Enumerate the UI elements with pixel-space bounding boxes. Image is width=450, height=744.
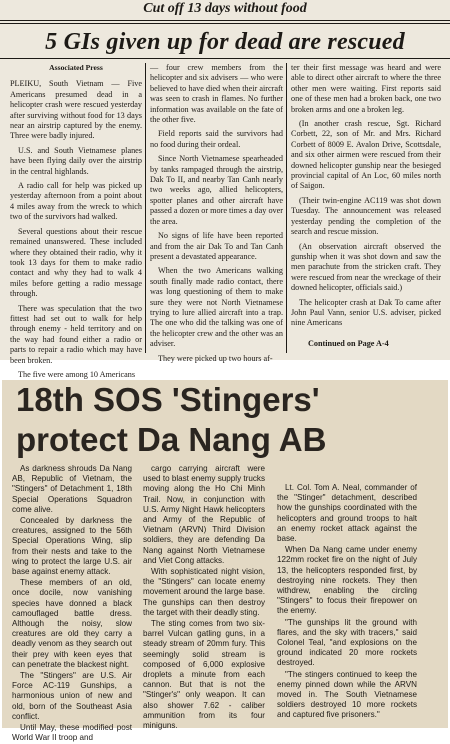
paragraph: The sting comes from two six-barrel Vulcan gatling guns, in a steady stream of 20mm fury. This seemingly solid stream is composed of 6,000 explosive droplets a minute from each cannon. But that is not the "Stinger's" only weapon. It can also shower 7.62 - caliber ammunition from its four miniguns. (143, 619, 265, 731)
article-column-1 (10, 63, 142, 384)
article-headline: 5 GIs given up for dead are rescued (45, 29, 405, 55)
paragraph: PLEIKU, South Vietnam — Five Americans presumed dead in a helicopter crash were rescued yesterday after surviving without food for 13 days near an airstrip captured by the enemy. Three were badly injured. (10, 79, 142, 141)
article-column-2 (143, 464, 265, 732)
paragraph: The helicopter crash at Dak To came after John Paul Vann, senior U.S. adviser, picked nine Americans (291, 297, 441, 328)
column-divider (286, 63, 287, 353)
article-headline (16, 380, 326, 460)
paragraph: A radio call for help was picked up yesterday afternoon from a point about 4 miles away from the wreck to which two of the survivors had walked. (10, 181, 142, 222)
continued-note: Continued on Page A-4 (308, 339, 389, 348)
paragraph: Several questions about their rescue remained unanswered. These included where they obtained their radio, why it took 13 days for them to make radio contact and why they had to walk 4 miles before getting a radio message through. (10, 226, 142, 299)
paragraph: ter their first message was heard and were able to direct other aircraft to where the three other men were waiting. First reports said one of these men had a broken back, one two broken arms and one a broken leg. (291, 63, 441, 114)
article-kicker: Cut off 13 days without food (143, 1, 307, 16)
paragraph: Until May, these modified post World War II troop and (12, 723, 132, 743)
paragraph: "The gunships lit the ground with flares, and the sky with tracers," said Colonel Teal, "and explosions on the ground indicated 20 more rockets destroyed. (277, 617, 417, 668)
clipping-stingers-article (2, 380, 448, 743)
article-column-1 (12, 464, 132, 744)
headline-line-1: 18th SOS 'Stingers' (16, 381, 320, 418)
paragraph: (An observation aircraft observed the gunship when it was shot down and saw the men parachute from the stricken craft. They were rescued from near the wreckage of their downed helicopter, officials said.) (291, 241, 441, 293)
paragraph: When Da Nang came under enemy 122mm rocket fire on the night of July 13, the helicopters responded first, by destroying nine rockets. They then withdrew, enabling the circling "Stingers" to focus their firepower on the enemy. (277, 545, 417, 616)
paragraph: With sophisticated night vision, the "Stingers" can locate enemy movement around the large base. The gunships can then destroy the target with their deadly sting. (143, 567, 265, 617)
paragraph: There was speculation that the two fittest had set out to walk for help through enemy - held territory and on the way had found either a radio or parts to repair a radio which may have been broken. (10, 303, 142, 365)
paragraph: No signs of life have been reported and from the air Dak To and Tan Canh present a devastated appearance. (150, 231, 283, 261)
paragraph: Field reports said the survivors had no food during their ordeal. (150, 129, 283, 149)
paragraph: The "Stingers" are U.S. Air Force AC-119 Gunships, a harmonious union of new and old, born of the Southeast Asia conflict. (12, 671, 132, 721)
paragraph: The five were among 10 Americans (18, 369, 136, 379)
kicker-rule (0, 20, 450, 21)
paragraph: These members of an old, once docile, now vanishing species have donned a black camouflaged battle dress. Although the noisy, slow creatures are old they carry a deadly venom as they search out their prey with keen eyes that can penetrate the blackest night. (12, 578, 132, 669)
paragraph: As darkness shrouds Da Nang AB, Republic of Vietnam, the "Stingers" of Detachment 1, 18th Special Operations Squadron come alive. (12, 464, 132, 514)
paragraph: They were picked up two hours af- (158, 353, 273, 363)
paragraph: (Their twin-engine AC119 was shot down Tuesday. The announcement was released yesterday pending the completion of the search and rescue mission. (291, 195, 441, 237)
paragraph: — four crew members from the helicopter and six advisers — who were believed to have died when their aircraft was seen to crash in flames. No further information was available on the fate of the other five. (150, 63, 283, 125)
paragraph: Since North Vietnamese spearheaded by tanks rampaged through the airstrip, Dak To II, and nearby Tan Canh nearly two weeks ago, allied helicopters, spotter planes and other aircraft have passed a dozen or more times a day over the area. (150, 154, 283, 226)
paragraph: (In another crash rescue, Sgt. Richard Corbett, 22, son of Mr. and Mrs. Richard Corbett of 8009 E. Avalon Drive, Scottsdale, and six other airmen were rescued from their downed helicopter gunship near the besieged provincial capital of An Loc, 60 miles north of Saigon. (291, 119, 441, 191)
article-column-3 (291, 63, 441, 333)
paragraph: U.S. and South Vietnamese planes have been flying daily over the airstrip in the central highlands. (10, 145, 142, 176)
kicker-rule-2 (0, 23, 450, 24)
paragraph: When the two Americans walking south finally made radio contact, there was long questioning of them to make sure they were not North Vietnamese trying to lure allied aircraft into a trap. The one who did the talking was one of the helicopter crew and the other was an adviser. (150, 266, 283, 349)
paragraph: Lt. Col. Tom A. Neal, commander of the "Stinger" detachment, described how the gunships coordinated with the helicopters and ground troops to halt an enemy rocket attack against the base. (277, 483, 417, 544)
headline-line-2: protect Da Nang AB (16, 421, 327, 458)
article-column-3 (277, 483, 417, 722)
paragraph: cargo carrying aircraft were used to blast enemy supply trucks moving along the Ho Chi Minh Trail. Now, in conjunction with U.S. Army Night Hawk helicopters and Army of the Republic of Vietnam (ARVN) Third Division soldiers, they are defending Da Nang against North Vietnamese and Viet Cong attacks. (143, 464, 265, 565)
column-divider (145, 63, 146, 353)
byline: Associated Press (49, 63, 103, 72)
paragraph: Concealed by darkness the creatures, assigned to the 56th Special Operations Wing, slip from their nests and take to the wing to protect the large U.S. air base against enemy attack. (12, 516, 132, 577)
paragraph: "The stingers continued to keep the enemy pinned down while the ARVN moved in. The South Vietnamese soldiers destroyed 10 more rockets and captured five prisoners." (277, 669, 417, 720)
headline-rule (0, 58, 450, 59)
article-column-2 (150, 63, 283, 368)
